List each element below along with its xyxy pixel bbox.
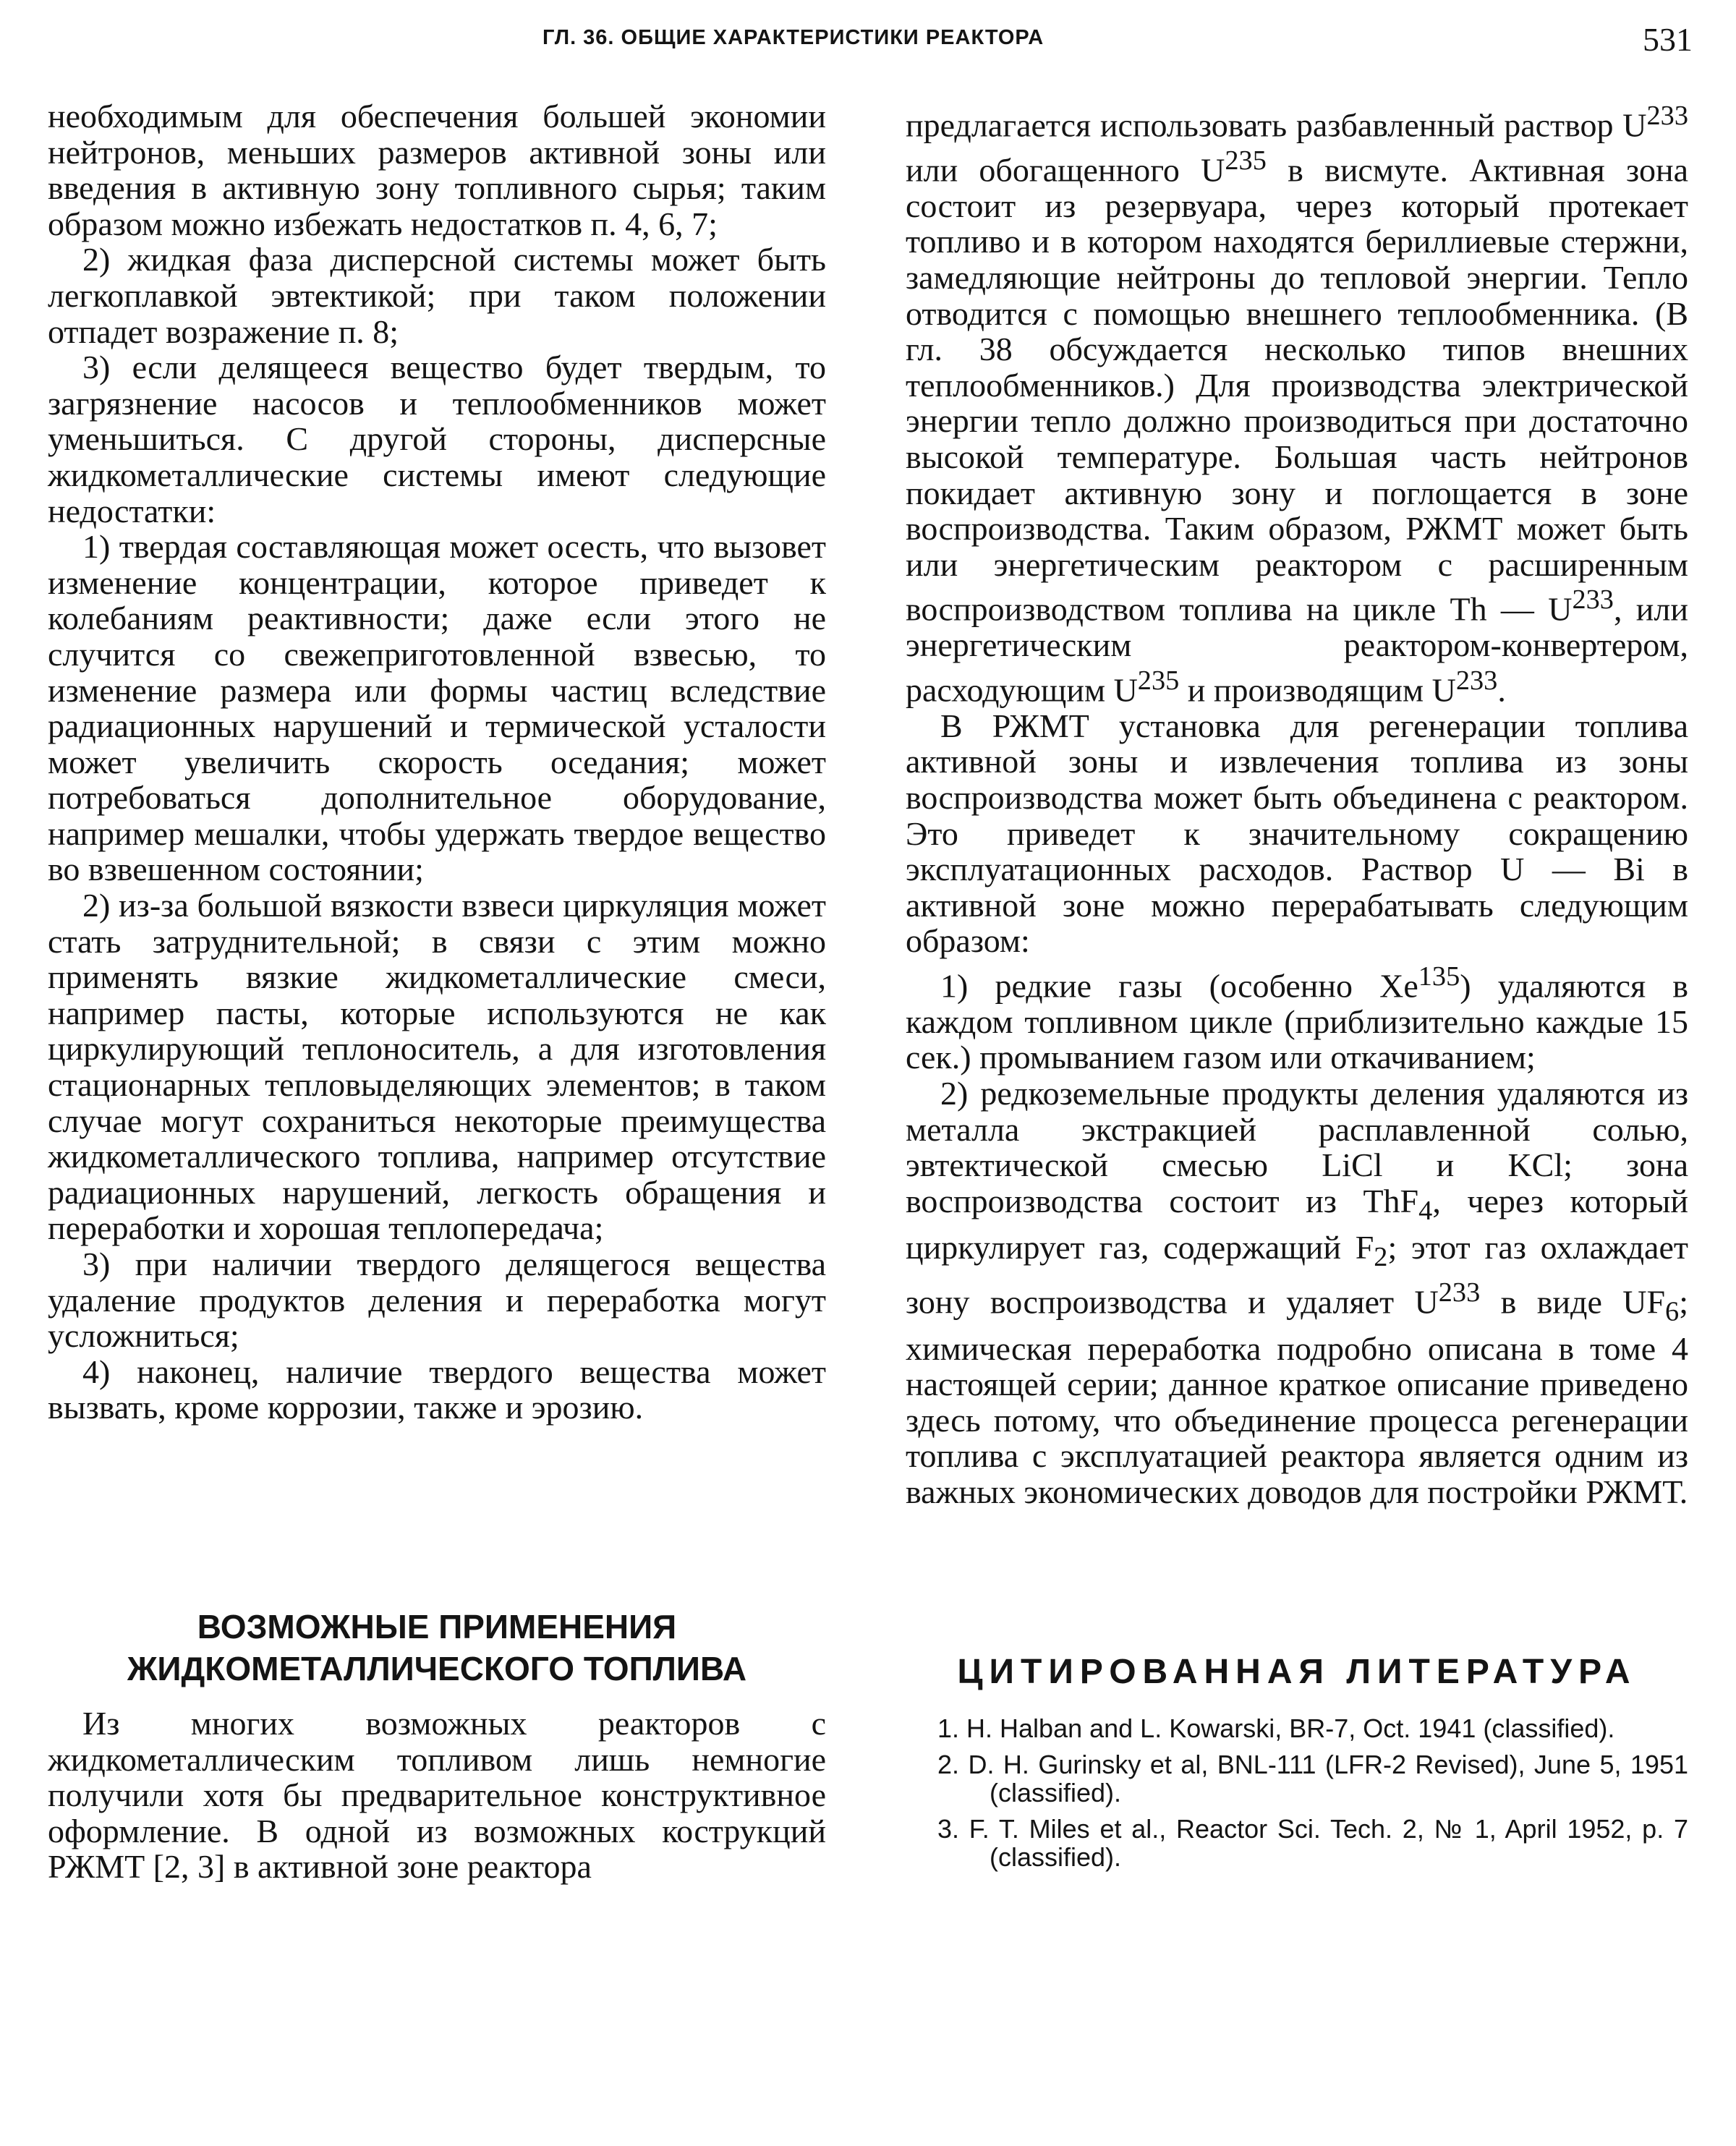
- list-item-advantage-3: 3) если делящееся вещество будет твердым, то загрязнение насосов и теплообменников может уменьшиться. С другой стороны, дисперсные жидкометаллические системы имеют следующие недостатки:: [48, 349, 826, 529]
- text-run: ; этот газ охлаждает зону воспроизводства и удаляет U: [906, 1228, 1688, 1321]
- right-column: [906, 98, 1688, 1510]
- text-run: 1) редкие газы (особенно Xe: [940, 967, 1418, 1005]
- subscript: 6: [1665, 1296, 1680, 1327]
- superscript: 135: [1418, 961, 1460, 992]
- reference-item: 3. F. T. Miles et al., Reactor Sci. Tech. 2, № 1, April 1952, p. 7 (classified).: [937, 1814, 1688, 1872]
- text-run: , через который циркулирует газ, содержащий F: [906, 1182, 1688, 1266]
- list-item-drawback-1: 1) твердая составляющая может осесть, что вызовет изменение концентрации, которое приведет к колебаниям реактивности; даже если этого не случится со свежеприготовленной взвесью, то изменение размера или формы частиц вследствие радиационных нарушений и термической усталости может увеличить скорость оседания; может потребоваться дополнительное оборудование, например мешалки, чтобы удержать твердое вещество во взвешенном состоянии;: [48, 528, 826, 888]
- section-heading-line-1: ВОЗМОЖНЫЕ ПРИМЕНЕНИЯ: [197, 1608, 677, 1645]
- page-number: 531: [1643, 21, 1693, 58]
- text-run: в висмуте. Активная зона состоит из резервуара, через который протекает топливо и в котором находятся бериллиевые стержни, замедляющие нейтроны до тепловой энергии. Тепло отводится с помощью внешнего теплообменника. (В гл. 38 обсуждается несколько типов внешних теплообменников.) Для производства электрической энергии тепло должно производиться при достаточно высокой температуре. Большая часть нейтронов покидает активную зону и поглощается в зоне воспроизводства. Таким образом, РЖМТ может быть или энергетическим реактором с расширенным воспроизводством топлива на цикле Th — U: [906, 151, 1688, 628]
- text-run: ) удаляются в каждом топливном цикле (приблизительно каждые 15 сек.) промыванием газом или откачиванием;: [906, 967, 1688, 1076]
- list-item-drawback-2: 2) из-за большой вязкости взвеси циркуляция может стать затруднительной; в связи с этим можно применять вязкие жидкометаллические смеси, например пасты, которые используются не как циркулирующий теплоноситель, а для изготовления стационарных тепловыделяющих элементов; в таком случае могут сохраниться некоторые преимущества жидкометаллического топлива, например отсутствие радиационных нарушений, легкость обращения и переработки и хорошая теплопередача;: [48, 887, 826, 1247]
- text-run: , или энергетическим реактором-конвертером, расходующим U: [906, 590, 1688, 709]
- list-item-drawback-3: 3) при наличии твердого делящегося вещества удаление продуктов деления и переработка могут усложниться;: [48, 1246, 826, 1355]
- reference-list: [906, 1714, 1688, 1879]
- list-item-process-2: [906, 1076, 1688, 1510]
- literature-heading: ЦИТИРОВАННАЯ ЛИТЕРАТУРА: [957, 1653, 1637, 1691]
- paragraph-continued: необходимым для обеспечения большей экономии нейтронов, меньших размеров активной зоны или введения в активную зону топливного сырья; таким образом можно избежать недостатков п. 4, 6, 7;: [48, 98, 826, 242]
- text-run: 2) редкоземельные продукты деления удаляются из металла экстракцией расплавленной солью, эвтектической смесью LiCl и KCl; зона воспроизводства состоит из ThF: [906, 1075, 1688, 1219]
- left-column: [48, 98, 826, 1426]
- text-run: и производящим U: [1179, 671, 1456, 709]
- subscript: 2: [1374, 1241, 1388, 1272]
- text-run: в виде UF: [1480, 1283, 1666, 1321]
- text-run: ; химическая переработка подробно описана в томе 4 настоящей серии; данное краткое описание приведено здесь потому, что объединение процесса регенерации топлива с эксплуатацией реактора является одним из важных экономических доводов для постройки РЖМТ.: [906, 1283, 1688, 1510]
- reference-item: 2. D. H. Gurinsky et al, BNL-111 (LFR-2 Revised), June 5, 1951 (classified).: [937, 1750, 1688, 1808]
- list-item-process-1: [906, 959, 1688, 1076]
- list-item-drawback-4: 4) наконец, наличие твердого вещества может вызвать, кроме коррозии, также и эрозию.: [48, 1353, 826, 1426]
- section-heading: [48, 1606, 826, 1690]
- section-paragraph: Из многих возможных реакторов с жидкометаллическим топливом лишь немногие получили хотя бы предварительное конструктивное оформление. В одной из возможных кострукций РЖМТ [2, 3] в активной зоне реактора: [48, 1705, 826, 1886]
- text-run: предлагается использовать разбавленный раствор U: [906, 106, 1647, 144]
- superscript: 235: [1225, 145, 1267, 176]
- running-head: ГЛ. 36. ОБЩИЕ ХАРАКТЕРИСТИКИ РЕАКТОРА: [542, 26, 1044, 49]
- superscript: 233: [1572, 584, 1614, 616]
- page-header: [43, 20, 1693, 64]
- superscript: 235: [1137, 665, 1180, 696]
- text-run: .: [1497, 671, 1506, 709]
- subscript: 4: [1418, 1196, 1433, 1227]
- paragraph-regeneration: В РЖМТ установка для регенерации топлива активной зоны и извлечения топлива из зоны воспроизводства может быть объединена с реактором. Это приведет к значительному сокращению эксплуатационных расходов. Раствор U — Bi в активной зоне можно перерабатывать следующим образом:: [906, 707, 1688, 960]
- list-item-advantage-2: 2) жидкая фаза дисперсной системы может быть легкоплавкой эвтектикой; при таком положении отпадет возражение п. 8;: [48, 241, 826, 350]
- section-body: [48, 1706, 826, 1885]
- text-run: или обогащенного U: [906, 151, 1225, 189]
- superscript: 233: [1438, 1277, 1481, 1308]
- reference-item: 1. H. Halban and L. Kowarski, BR-7, Oct. 1941 (classified).: [937, 1713, 1615, 1743]
- paragraph-reactor-description: [906, 98, 1688, 708]
- superscript: 233: [1455, 665, 1498, 696]
- superscript: 233: [1646, 101, 1688, 131]
- section-heading-line-2: ЖИДКОМЕТАЛЛИЧЕСКОГО ТОПЛИВА: [127, 1650, 747, 1687]
